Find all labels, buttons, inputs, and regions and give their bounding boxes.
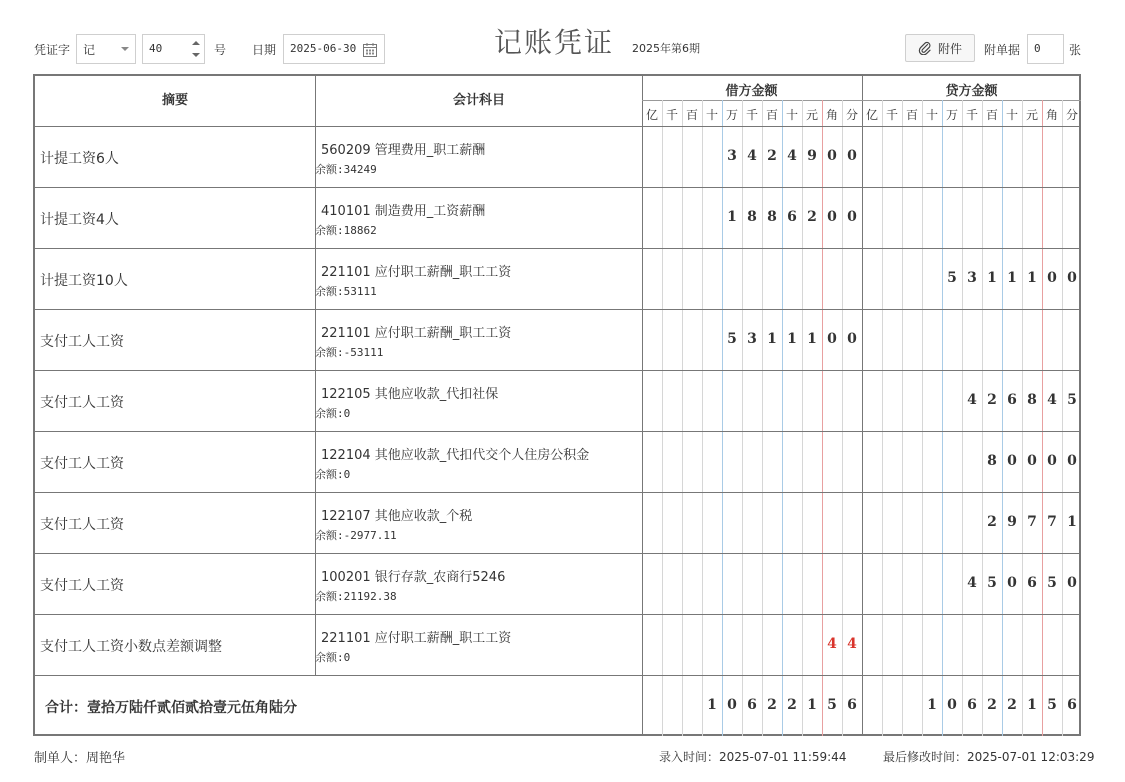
credit-digit: 6 — [1027, 575, 1037, 591]
row-balance: 余额:53111 — [315, 285, 377, 298]
column-header-summary: 摘要 — [161, 93, 188, 108]
credit-digit: 0 — [1067, 575, 1077, 591]
digit-divider — [962, 100, 963, 736]
digit-label-debit-9: 角 — [825, 108, 838, 122]
total-debit-digit: 1 — [807, 697, 817, 713]
digit-divider — [1062, 100, 1063, 736]
total-credit-digit: 0 — [947, 697, 957, 713]
total-credit-digit: 2 — [987, 697, 997, 713]
digit-divider — [922, 100, 923, 736]
total-debit-digit: 2 — [767, 697, 777, 713]
row-account[interactable]: 560209 管理费用_职工薪酬 — [321, 143, 486, 158]
voucher-word-value: 记 — [83, 43, 96, 57]
credit-digit: 0 — [1027, 453, 1037, 469]
credit-digit: 1 — [1007, 270, 1017, 286]
debit-digit: 2 — [807, 209, 817, 225]
debit-digit: 1 — [727, 209, 737, 225]
row-balance: 余额:-2977.11 — [315, 529, 397, 542]
row-account[interactable]: 221101 应付职工薪酬_职工工资 — [321, 631, 512, 646]
row-divider — [35, 675, 1081, 676]
credit-digit: 8 — [1027, 392, 1037, 408]
row-account[interactable]: 122104 其他应收款_代扣代交个人住房公积金 — [321, 448, 590, 463]
credit-digit: 0 — [1007, 453, 1017, 469]
total-credit-digit: 2 — [1007, 697, 1017, 713]
number-suffix: 号 — [214, 43, 227, 57]
digit-label-debit-1: 千 — [665, 108, 678, 122]
digit-divider — [942, 100, 943, 736]
credit-digit: 2 — [987, 392, 997, 408]
digit-label-debit-0: 亿 — [645, 108, 658, 122]
column-header-debit: 借方金额 — [725, 84, 778, 99]
date-field[interactable] — [283, 34, 385, 64]
digit-divider — [982, 100, 983, 736]
debit-digit: 0 — [827, 148, 837, 164]
digit-label-credit-4: 万 — [945, 108, 958, 122]
digit-label-debit-4: 万 — [725, 108, 738, 122]
period-label: 2025年第6期 — [632, 42, 700, 55]
digit-divider — [742, 100, 743, 736]
digit-label-debit-6: 百 — [765, 108, 778, 122]
digit-label-credit-3: 十 — [925, 108, 938, 122]
row-summary[interactable]: 支付工人工资小数点差额调整 — [40, 639, 222, 655]
row-summary[interactable]: 计提工资4人 — [40, 212, 119, 228]
digit-label-credit-10: 分 — [1065, 108, 1078, 122]
digit-label-credit-9: 角 — [1045, 108, 1058, 122]
credit-digit: 5 — [1067, 392, 1077, 408]
total-credit-digit: 1 — [1027, 697, 1037, 713]
digit-label-credit-5: 千 — [965, 108, 978, 122]
credit-digit: 0 — [1047, 453, 1057, 469]
credit-digit: 4 — [1047, 392, 1057, 408]
digit-label-credit-6: 百 — [985, 108, 998, 122]
debit-digit: 3 — [747, 331, 757, 347]
credit-digit: 1 — [1067, 514, 1077, 530]
digit-divider — [1002, 100, 1003, 736]
total-debit-digit: 5 — [827, 697, 837, 713]
digit-label-credit-1: 千 — [885, 108, 898, 122]
stepper-up-icon[interactable] — [192, 41, 200, 45]
debit-digit: 4 — [747, 148, 757, 164]
total-credit-digit: 1 — [927, 697, 937, 713]
voucher-table — [33, 74, 1081, 736]
digit-label-credit-2: 百 — [905, 108, 918, 122]
row-account[interactable]: 122105 其他应收款_代扣社保 — [321, 387, 499, 402]
digit-divider — [682, 100, 683, 736]
total-credit-digit: 5 — [1047, 697, 1057, 713]
digit-divider — [1022, 100, 1023, 736]
column-header-credit: 贷方金额 — [945, 84, 998, 99]
credit-digit: 7 — [1027, 514, 1037, 530]
credit-digit: 1 — [987, 270, 997, 286]
digit-label-credit-7: 十 — [1005, 108, 1018, 122]
digit-divider — [782, 100, 783, 736]
digit-divider — [722, 100, 723, 736]
row-summary[interactable]: 支付工人工资 — [40, 334, 124, 350]
calendar-icon[interactable] — [362, 42, 378, 58]
row-balance: 余额:21192.38 — [315, 590, 397, 603]
credit-digit: 0 — [1047, 270, 1057, 286]
credit-digit: 0 — [1007, 575, 1017, 591]
credit-column-border — [862, 76, 863, 736]
credit-digit: 2 — [987, 514, 997, 530]
row-divider — [35, 492, 1081, 493]
digit-divider — [882, 100, 883, 736]
digit-divider — [1042, 100, 1043, 736]
attachment-button-label: 附件 — [937, 41, 962, 56]
credit-digit: 4 — [967, 392, 977, 408]
row-divider — [35, 614, 1081, 615]
total-debit-digit: 6 — [847, 697, 857, 713]
page-title: 记账凭证 — [494, 26, 615, 59]
row-balance: 余额:34249 — [315, 163, 377, 176]
digit-divider — [902, 100, 903, 736]
debit-digit: 0 — [847, 209, 857, 225]
digit-label-credit-0: 亿 — [865, 108, 878, 122]
attachment-button[interactable] — [905, 34, 975, 62]
debit-digit: 5 — [727, 331, 737, 347]
credit-digit: 9 — [1007, 514, 1017, 530]
digit-label-debit-8: 元 — [805, 108, 818, 122]
column-header-account: 会计科目 — [452, 93, 505, 108]
digit-divider — [662, 100, 663, 736]
debit-digit: 4 — [787, 148, 797, 164]
debit-digit: 3 — [727, 148, 737, 164]
row-balance: 余额:0 — [315, 651, 351, 664]
row-divider — [35, 431, 1081, 432]
row-balance: 余额:-53111 — [315, 346, 384, 359]
total-label: 合计：壹拾万陆仟贰佰贰拾壹元伍角陆分 — [45, 700, 297, 716]
debit-digit: 2 — [767, 148, 777, 164]
row-divider — [35, 553, 1081, 554]
credit-digit: 7 — [1047, 514, 1057, 530]
maker-label: 制单人：周艳华 — [34, 751, 126, 766]
debit-digit: 0 — [847, 331, 857, 347]
credit-digit: 8 — [987, 453, 997, 469]
credit-digit: 1 — [1027, 270, 1037, 286]
debit-digit: 1 — [787, 331, 797, 347]
attachment-count-label: 附单据 — [984, 43, 1021, 57]
chevron-down-icon — [121, 47, 129, 51]
debit-digit: 1 — [807, 331, 817, 347]
entry-time: 录入时间：2025-07-01 11:59:44 — [659, 750, 847, 764]
digit-label-debit-3: 十 — [705, 108, 718, 122]
voucher-word-label: 凭证字 — [34, 43, 71, 57]
debit-digit: 4 — [827, 636, 837, 652]
digit-label-debit-2: 百 — [685, 108, 698, 122]
paperclip-icon — [918, 41, 932, 55]
row-divider — [35, 309, 1081, 310]
credit-digit: 4 — [967, 575, 977, 591]
total-credit-digit: 6 — [967, 697, 977, 713]
debit-digit: 0 — [827, 331, 837, 347]
credit-digit: 5 — [987, 575, 997, 591]
total-debit-digit: 2 — [787, 697, 797, 713]
row-divider — [35, 248, 1081, 249]
debit-digit: 9 — [807, 148, 817, 164]
modified-time: 最后修改时间：2025-07-01 12:03:29 — [883, 750, 1095, 764]
attachment-count-input[interactable] — [1027, 34, 1064, 64]
debit-digit: 0 — [827, 209, 837, 225]
row-balance: 余额:18862 — [315, 224, 377, 237]
digit-label-debit-5: 千 — [745, 108, 758, 122]
row-account[interactable]: 221101 应付职工薪酬_职工工资 — [321, 326, 512, 341]
total-debit-digit: 0 — [727, 697, 737, 713]
date-value: 2025-06-30 — [290, 42, 357, 55]
amount-header-divider — [642, 100, 1081, 101]
row-divider — [35, 126, 1081, 127]
row-account[interactable]: 122107 其他应收款_个税 — [321, 509, 473, 524]
digit-divider — [802, 100, 803, 736]
voucher-number-stepper[interactable] — [142, 34, 205, 64]
debit-column-border — [642, 76, 643, 736]
voucher-number-value: 40 — [149, 42, 163, 55]
debit-digit: 8 — [747, 209, 757, 225]
row-account[interactable]: 100201 银行存款_农商行5246 — [321, 570, 506, 585]
debit-digit: 0 — [847, 148, 857, 164]
row-balance: 余额:0 — [315, 407, 351, 420]
row-summary[interactable]: 支付工人工资 — [40, 578, 124, 594]
row-divider — [35, 187, 1081, 188]
row-account[interactable]: 221101 应付职工薪酬_职工工资 — [321, 265, 512, 280]
debit-digit: 4 — [847, 636, 857, 652]
credit-digit: 0 — [1067, 270, 1077, 286]
stepper-down-icon[interactable] — [192, 53, 200, 57]
row-summary[interactable]: 计提工资6人 — [40, 151, 119, 167]
row-summary[interactable]: 支付工人工资 — [40, 395, 124, 411]
debit-digit: 8 — [767, 209, 777, 225]
total-debit-digit: 1 — [707, 697, 717, 713]
digit-divider — [702, 100, 703, 736]
debit-digit: 1 — [767, 331, 777, 347]
date-label: 日期 — [252, 43, 277, 57]
digit-divider — [762, 100, 763, 736]
digit-label-credit-8: 元 — [1025, 108, 1038, 122]
credit-digit: 5 — [947, 270, 957, 286]
total-credit-digit: 6 — [1067, 697, 1077, 713]
digit-label-debit-7: 十 — [785, 108, 798, 122]
row-summary[interactable]: 支付工人工资 — [40, 517, 124, 533]
credit-digit: 3 — [967, 270, 977, 286]
row-account[interactable]: 410101 制造费用_工资薪酬 — [321, 204, 486, 219]
credit-digit: 5 — [1047, 575, 1057, 591]
credit-digit: 6 — [1007, 392, 1017, 408]
total-debit-digit: 6 — [747, 697, 757, 713]
voucher-word-select[interactable] — [76, 34, 136, 64]
row-summary[interactable]: 计提工资10人 — [40, 273, 128, 289]
credit-digit: 0 — [1067, 453, 1077, 469]
debit-digit: 6 — [787, 209, 797, 225]
attachment-count-value: 0 — [1034, 42, 1041, 55]
row-divider — [35, 370, 1081, 371]
row-summary[interactable]: 支付工人工资 — [40, 456, 124, 472]
digit-label-debit-10: 分 — [845, 108, 858, 122]
row-balance: 余额:0 — [315, 468, 351, 481]
attachment-unit-label: 张 — [1069, 43, 1082, 57]
